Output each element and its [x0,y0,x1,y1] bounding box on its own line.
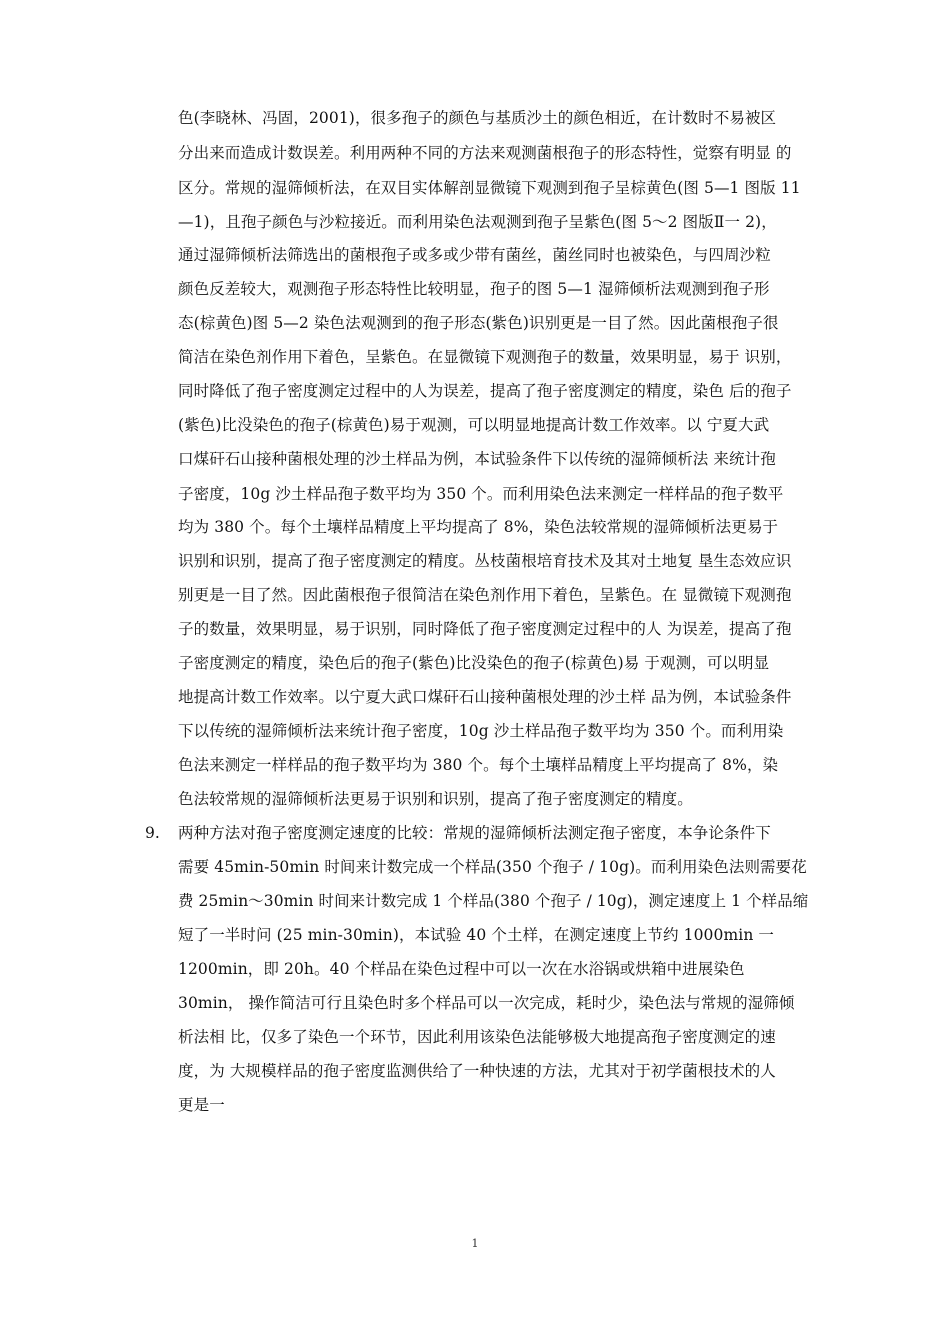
list-item-number: 9. [145,824,160,842]
list-item-line: 30min， 操作简洁可行且染色时多个样品可以一次完成，耗时少，染色法与常规的湿筛倾 [178,994,795,1012]
paragraph-line: 均为 380 个。每个土壤样品精度上平均提高了 8%，染色法较常规的湿筛倾析法更易于 [178,518,779,536]
paragraph-line: 识别和识别，提高了孢子密度测定的精度。丛枝菌根培育技术及其对土地复 垦生态效应识 [178,552,792,570]
page-number: 1 [471,1237,479,1250]
list-item-line: 需要 45min-50min 时间来计数完成一个样品(350 个孢子 / 10g)。而利用染色法则需要花 [178,858,807,876]
list-item-line: 1200min，即 20h。40 个样品在染色过程中可以一次在水浴锅或烘箱中进展染色 [178,960,745,978]
paragraph-line: 口煤矸石山接种菌根处理的沙土样品为例，本试验条件下以传统的湿筛倾析法 来统计孢 [178,450,776,468]
paragraph-line: 子的数量，效果明显，易于识别，同时降低了孢子密度测定过程中的人 为误差，提高了孢 [178,620,792,638]
paragraph-line: 分出来而造成计数误差。利用两种不同的方法来观测菌根孢子的形态特性，觉察有明显 的 [178,144,792,162]
paragraph-line: 简洁在染色剂作用下着色，呈紫色。在显微镜下观测孢子的数量，效果明显，易于 识别， [178,348,792,366]
list-item-line: 度，为 大规模样品的孢子密度监测供给了一种快速的方法，尤其对于初学菌根技术的人 [178,1062,776,1080]
paragraph-line: 通过湿筛倾析法筛选出的菌根孢子或多或少带有菌丝，菌丝同时也被染色，与四周沙粒 [178,246,771,264]
list-item-line: 更是一 [178,1096,225,1114]
paragraph-line: 同时降低了孢子密度测定过程中的人为误差，提高了孢子密度测定的精度，染色 后的孢子 [178,382,792,400]
paragraph-line: —1)，且孢子颜色与沙粒接近。而利用染色法观测到孢子呈紫色(图 5～2 图版Ⅱ一 2)， [178,213,777,231]
paragraph-line: (紫色)比没染色的孢子(棕黄色)易于观测，可以明显地提高计数工作效率。以 宁夏大武 [178,416,770,434]
paragraph-line: 颜色反差较大，观测孢子形态特性比较明显，孢子的图 5—1 湿筛倾析法观测到孢子形 [178,280,770,298]
paragraph-line: 下以传统的湿筛倾析法来统计孢子密度，10g 沙土样品孢子数平均为 350 个。而利用染 [178,722,784,740]
list-item-line: 两种方法对孢子密度测定速度的比较：常规的湿筛倾析法测定孢子密度，本争论条件下 [178,824,771,842]
paragraph-line: 色法较常规的湿筛倾析法更易于识别和识别，提高了孢子密度测定的精度。 [178,790,693,808]
list-item-line: 短了一半时问 (25 min-30min)，本试验 40 个土样，在测定速度上节约 1000min 一 [178,926,775,944]
list-item-line: 费 25min～30min 时间来计数完成 1 个样品(380 个孢子 / 10g)，测定速度上 1 个样品缩 [178,892,809,910]
paragraph-line: 态(棕黄色)图 5—2 染色法观测到的孢子形态(紫色)识别更是一目了然。因此菌根孢子很 [178,314,779,332]
paragraph-line: 区分。常规的湿筛倾析法，在双目实体解剖显微镜下观测到孢子呈棕黄色(图 5—1 图版 11 [178,179,801,197]
paragraph-line: 色法来测定一样样品的孢子数平均为 380 个。每个土壤样品精度上平均提高了 8%，染 [178,756,779,774]
paragraph-line: 地提高计数工作效率。以宁夏大武口煤矸石山接种菌根处理的沙土样 品为例，本试验条件 [178,688,792,706]
paragraph-line: 子密度，10g 沙土样品孢子数平均为 350 个。而利用染色法来测定一样样品的孢子数平 [178,485,784,503]
list-item-line: 析法相 比，仅多了染色一个环节，因此利用该染色法能够极大地提高孢子密度测定的速 [178,1028,776,1046]
paragraph-line: 色(李晓林、冯固，2001)，很多孢子的颜色与基质沙土的颜色相近，在计数时不易被区 [178,109,777,127]
paragraph-line: 子密度测定的精度，染色后的孢子(紫色)比没染色的孢子(棕黄色)易 于观测，可以明显 [178,654,770,672]
paragraph-line: 别更是一目了然。因此菌根孢子很简洁在染色剂作用下着色，呈紫色。在 显微镜下观测孢 [178,586,792,604]
